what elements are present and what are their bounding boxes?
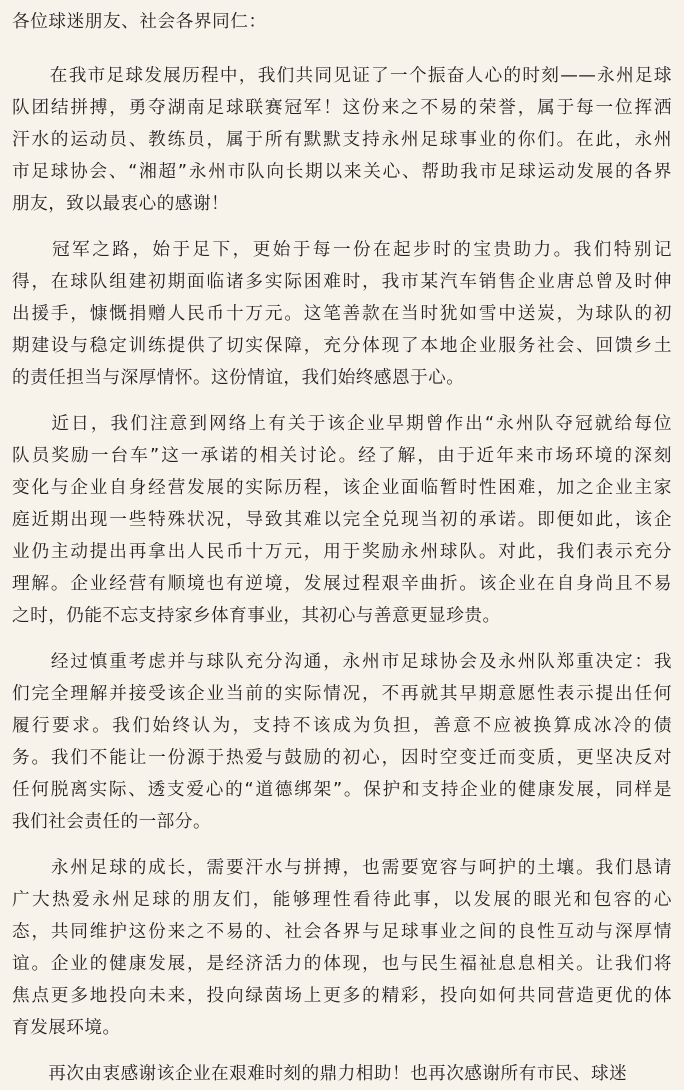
paragraph-line: 履行要求。我们始终认为，支持不该成为负担，善意不应被换算成冰冷的债 (12, 716, 672, 736)
body-paragraph (12, 1058, 672, 1090)
paragraph-line: 谊。企业的健康发展，是经济活力的体现，也与民生福祉息息相关。让我们将 (12, 954, 672, 974)
paragraph-line: 育发展环境。 (12, 1018, 121, 1038)
paragraph-line: 再次由衷感谢该企业在艰难时刻的鼎力相助！也再次感谢所有市民、球迷 (12, 1064, 628, 1084)
body-paragraph (12, 646, 672, 838)
body-paragraph (12, 852, 672, 1044)
paragraph-line: 之时，仍能不忘支持家乡体育事业，其初心与善意更显珍贵。 (12, 606, 501, 626)
paragraph-line: 队团结拼搏，勇夺湖南足球联赛冠军！这份来之不易的荣誉，属于每一位挥洒 (12, 98, 672, 118)
paragraph-line: 我们社会责任的一部分。 (12, 812, 212, 832)
body-paragraph (12, 408, 672, 632)
paragraph-line: 们完全理解并接受该企业当前的实际情况，不再就其早期意愿性表示提出任何 (12, 684, 672, 704)
paragraph-line: 的责任担当与深厚情怀。这份情谊，我们始终感恩于心。 (12, 368, 465, 388)
letter-salutation: 各位球迷朋友、社会各界同仁： (12, 12, 267, 32)
paragraph-line: 永州足球的成长，需要汗水与拼搏，也需要宽容与呵护的土壤。我们恳请 (12, 858, 672, 878)
paragraph-line: 在我市足球发展历程中，我们共同见证了一个振奋人心的时刻——永州足球 (12, 66, 672, 86)
paragraph-line: 冠军之路，始于足下，更始于每一份在起步时的宝贵助力。我们特别记 (12, 240, 672, 260)
paragraph-line: 市足球协会、“湘超”永州市队向长期以来关心、帮助我市足球运动发展的各界 (12, 162, 672, 182)
paragraph-line: 期建设与稳定训练提供了切实保障，充分体现了本地企业服务社会、回馈乡土 (12, 336, 672, 356)
body-paragraph (12, 234, 672, 394)
paragraph-line: 态，共同维护这份来之不易的、社会各界与足球事业之间的良性互动与深厚情 (12, 922, 672, 942)
paragraph-line: 任何脱离实际、透支爱心的“道德绑架”。保护和支持企业的健康发展，同样是 (12, 780, 672, 800)
body-paragraph (12, 60, 672, 220)
paragraph-line: 近日，我们注意到网络上有关于该企业早期曾作出“永州队夺冠就给每位 (12, 414, 672, 434)
paragraph-line: 朋友，致以最衷心的感谢！ (12, 194, 230, 214)
paragraph-line: 务。我们不能让一份源于热爱与鼓励的初心，因时空变迁而变质，更坚决反对 (12, 748, 672, 768)
paragraph-line: 变化与企业自身经营发展的实际历程，该企业面临暂时性困难，加之企业主家 (12, 478, 672, 498)
paragraph-line: 广大热爱永州足球的朋友们，能够理性看待此事，以发展的眼光和包容的心 (12, 890, 672, 910)
paragraph-line: 庭近期出现一些特殊状况，导致其难以完全兑现当初的承诺。即便如此，该企 (12, 510, 672, 530)
paragraph-line: 焦点更多地投向未来，投向绿茵场上更多的精彩，投向如何共同营造更优的体 (12, 986, 672, 1006)
paragraph-line: 业仍主动提出再拿出人民币十万元，用于奖励永州球队。对此，我们表示充分 (12, 542, 672, 562)
paragraph-line: 经过慎重考虑并与球队充分沟通，永州市足球协会及永州队郑重决定：我 (12, 652, 672, 672)
paragraph-line: 出援手，慷慨捐赠人民币十万元。这笔善款在当时犹如雪中送炭，为球队的初 (12, 304, 672, 324)
letter-body (12, 60, 672, 1090)
paragraph-line: 得，在球队组建初期面临诸多实际困难时，我市某汽车销售企业唐总曾及时伸 (12, 272, 672, 292)
paragraph-line: 理解。企业经营有顺境也有逆境，发展过程艰辛曲折。该企业在自身尚且不易 (12, 574, 672, 594)
paragraph-line: 队员奖励一台车”这一承诺的相关讨论。经了解，由于近年来市场环境的深刻 (12, 446, 672, 466)
paragraph-line: 汗水的运动员、教练员，属于所有默默支持永州足球事业的你们。在此，永州 (12, 130, 672, 150)
